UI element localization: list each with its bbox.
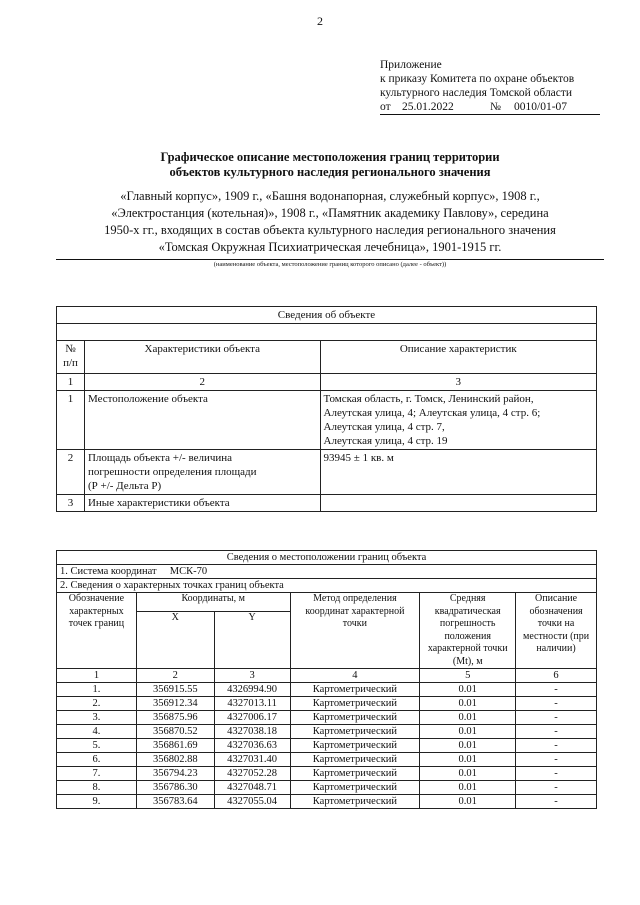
point-number: 1. [57,683,137,697]
method-cell: Картометрический [290,711,420,725]
appendix-line: Приложение [380,59,442,71]
object-line: «Электростанция (котельная)», 1908 г., «Памятник академику Павлову», середина [111,206,549,220]
table-row [57,341,597,374]
error-cell: 0.01 [420,697,516,711]
coord-y: 4327006.17 [214,711,290,725]
col-method-header: Метод определения координат характерной точки [290,593,420,669]
appendix-line: культурного наследия Томской области [380,87,573,99]
index-cell: 3 [214,669,290,683]
point-number: 7. [57,767,137,781]
row-desc [320,391,596,450]
row-num: 3 [57,495,85,512]
row-num: 1 [57,391,85,450]
method-cell: Картометрический [290,753,420,767]
object-note: (наименование объекта, местоположение границ которого описано (далее - объект)) [213,261,447,268]
object-line: 1950-х гг., входящих в состав объекта культурного наследия регионального значения [104,223,556,237]
col-coords-header: Координаты, м [136,593,290,612]
error-cell: 0.01 [420,795,516,809]
boundaries-table [56,550,597,809]
method-cell: Картометрический [290,795,420,809]
order-number: 0010/01-07 [514,101,568,113]
desc-line: Алеутская улица, 4 стр. 7, [323,421,445,433]
error-cell: 0.01 [420,725,516,739]
col-y-header: Y [214,612,290,669]
desc-line: Томская область, г. Томск, Ленинский район, [323,393,534,405]
index-cell: 6 [516,669,597,683]
table-row [57,450,597,495]
table-row [57,697,597,711]
index-cell: 2 [136,669,214,683]
marking-cell: - [516,683,597,697]
coord-y: 4327036.63 [214,739,290,753]
table-row [57,593,597,612]
error-cell: 0.01 [420,781,516,795]
table-row [57,753,597,767]
col-x-header: X [136,612,214,669]
coord-y: 4327048.71 [214,781,290,795]
method-cell: Картометрический [290,781,420,795]
col-designation-header: Обозначение характерных точек границ [57,593,137,669]
marking-cell: - [516,767,597,781]
index-cell: 4 [290,669,420,683]
coord-y: 4327055.04 [214,795,290,809]
title-line: Графическое описание местоположения границ территории [160,150,500,164]
page-number: 2 [317,14,323,28]
marking-cell: - [516,739,597,753]
order-date: 25.01.2022 [402,101,454,113]
row-num: 2 [57,450,85,495]
index-cell: 5 [420,669,516,683]
method-cell: Картометрический [290,739,420,753]
point-number: 9. [57,795,137,809]
row-name: Иные характеристики объекта [84,495,320,512]
table-row [57,669,597,683]
index-cell: 1 [57,669,137,683]
date-prefix: от [380,101,391,113]
index-cell: 1 [57,374,85,391]
object-description [56,188,604,256]
method-cell: Картометрический [290,767,420,781]
marking-cell: - [516,711,597,725]
desc-line: Алеутская улица, 4 стр. 19 [323,435,448,447]
points-body [57,683,597,809]
row-name: Местоположение объекта [84,391,320,450]
row-name [84,450,320,495]
coord-system-label: 1. Система координат [60,566,157,577]
point-number: 4. [57,725,137,739]
coord-y: 4327038.18 [214,725,290,739]
table-row [57,579,597,593]
col-num-header: № п/п [57,341,85,374]
point-number: 3. [57,711,137,725]
appendix-line: к приказу Комитета по охране объектов [380,73,575,85]
table-row [57,495,597,512]
table-row [57,551,597,565]
coord-x: 356875.96 [136,711,214,725]
coord-x: 356861.69 [136,739,214,753]
coord-x: 356783.64 [136,795,214,809]
table-row [57,565,597,579]
table-row [57,781,597,795]
name-line: Площадь объекта +/- величина [87,452,233,464]
coord-y: 4327013.11 [214,697,290,711]
object-line: «Главный корпус», 1909 г., «Башня водонапорная, служебный корпус», 1908 г., [120,189,540,203]
coord-x: 356912.34 [136,697,214,711]
coord-y: 4327052.28 [214,767,290,781]
point-number: 8. [57,781,137,795]
table-row [57,324,597,341]
divider [56,259,604,260]
table-row [57,767,597,781]
marking-cell: - [516,753,597,767]
marking-cell: - [516,781,597,795]
order-reference [380,100,600,115]
number-prefix: № [490,101,501,113]
error-cell: 0.01 [420,711,516,725]
point-number: 5. [57,739,137,753]
table-row [57,307,597,324]
col-char-header: Характеристики объекта [84,341,320,374]
table-row [57,374,597,391]
marking-cell: - [516,725,597,739]
points-header: 2. Сведения о характерных точках границ объекта [57,579,597,593]
name-line: погрешности определения площади [87,466,257,478]
marking-cell: - [516,697,597,711]
table-row [57,391,597,450]
object-line: «Томская Окружная Психиатрическая лечебница», 1901-1915 гг. [158,240,502,254]
coord-x: 356870.52 [136,725,214,739]
coord-x: 356802.88 [136,753,214,767]
index-cell: 2 [84,374,320,391]
col-desc-header: Описание характеристик [320,341,596,374]
marking-cell: - [516,795,597,809]
coord-system-row [57,565,597,579]
object-info-table [56,306,597,512]
error-cell: 0.01 [420,683,516,697]
point-number: 6. [57,753,137,767]
method-cell: Картометрический [290,683,420,697]
table-header: Сведения о местоположении границ объекта [57,551,597,565]
error-cell: 0.01 [420,753,516,767]
coord-x: 356786.30 [136,781,214,795]
error-cell: 0.01 [420,767,516,781]
row-desc [320,495,596,512]
table-row [57,725,597,739]
desc-line: Алеутская улица, 4; Алеутская улица, 4 стр. 6; [323,407,541,419]
coord-x: 356794.23 [136,767,214,781]
table-row [57,795,597,809]
document-title [60,150,600,180]
table-row [57,711,597,725]
col-error-header: Средняя квадратическая погрешность положения характерной точки (Mt), м [420,593,516,669]
row-desc: 93945 ± 1 кв. м [320,450,596,495]
point-number: 2. [57,697,137,711]
table-row [57,739,597,753]
coord-system-value: МСК-70 [169,566,208,577]
title-line: объектов культурного наследия регионального значения [169,165,491,179]
col-marking-header: Описание обозначения точки на местности (при наличии) [516,593,597,669]
method-cell: Картометрический [290,697,420,711]
table-row [57,683,597,697]
coord-x: 356915.55 [136,683,214,697]
name-line: (Р +/- Дельта Р) [87,480,162,492]
coord-y: 4326994.90 [214,683,290,697]
table-header: Сведения об объекте [57,307,597,324]
coord-y: 4327031.40 [214,753,290,767]
appendix-block [380,58,600,115]
error-cell: 0.01 [420,739,516,753]
index-cell: 3 [320,374,596,391]
method-cell: Картометрический [290,725,420,739]
